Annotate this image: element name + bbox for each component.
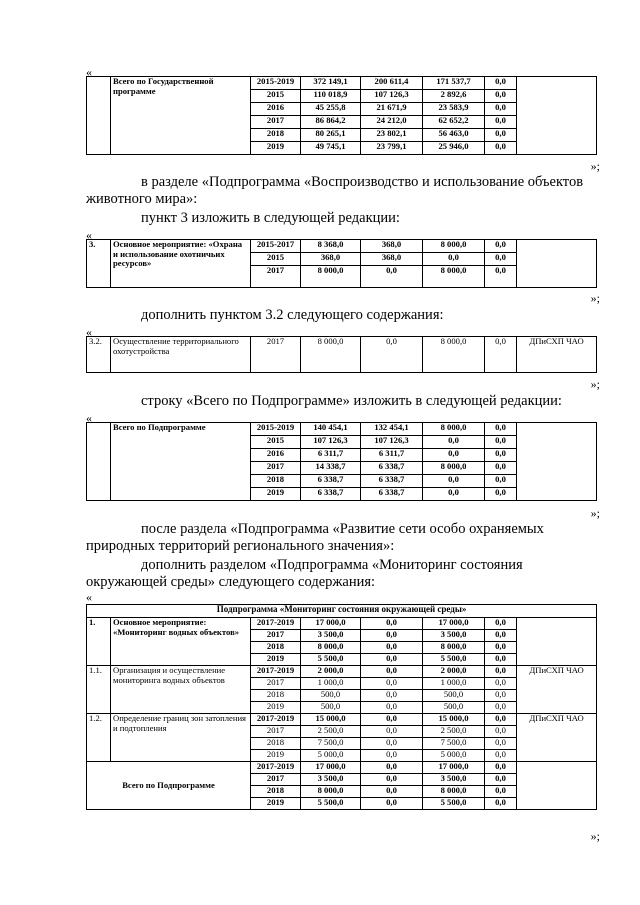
subprogram-title: Подпрограмма «Мониторинг состояния окружающей среды»	[87, 605, 597, 618]
exec-cell	[517, 762, 597, 810]
quote-open: «	[86, 411, 92, 425]
exec-cell: ДПиСХП ЧАО	[517, 666, 597, 714]
value-cell: 0,0	[485, 129, 517, 142]
value-cell: 5 500,0	[423, 798, 485, 810]
value-cell: 8 000,0	[423, 423, 485, 436]
table-monitoring-subprogram	[86, 604, 597, 810]
value-cell: 0,0	[485, 642, 517, 654]
value-cell: 132 454,1	[361, 423, 423, 436]
quote-open: «	[86, 325, 92, 339]
year-cell: 2019	[251, 142, 301, 155]
value-cell: 2 000,0	[423, 666, 485, 678]
value-cell: 0,0	[485, 654, 517, 666]
year-cell: 2016	[251, 103, 301, 116]
year-cell: 2018	[251, 786, 301, 798]
value-cell: 6 338,7	[361, 488, 423, 501]
year-cell: 2015-2017	[251, 240, 301, 253]
value-cell: 0,0	[361, 786, 423, 798]
table-title-row	[87, 605, 597, 618]
value-cell: 0,0	[485, 240, 517, 253]
paragraph: в разделе «Подпрограмма «Воспроизводство и использование объектов	[141, 174, 584, 190]
value-cell: 0,0	[485, 678, 517, 690]
year-cell: 2017-2019	[251, 666, 301, 678]
year-cell: 2015	[251, 253, 301, 266]
value-cell: 0,0	[361, 702, 423, 714]
value-cell: 0,0	[423, 475, 485, 488]
value-cell: 5 000,0	[301, 750, 361, 762]
value-cell: 0,0	[485, 762, 517, 774]
value-cell: 6 338,7	[301, 475, 361, 488]
value-cell: 0,0	[485, 726, 517, 738]
value-cell: 0,0	[485, 798, 517, 810]
table-row	[87, 714, 597, 726]
value-cell: 0,0	[485, 786, 517, 798]
year-cell: 2017	[251, 774, 301, 786]
value-cell: 0,0	[485, 618, 517, 630]
year-cell: 2018	[251, 129, 301, 142]
value-cell: 0,0	[485, 750, 517, 762]
value-cell: 0,0	[485, 90, 517, 103]
quote-open: «	[86, 228, 92, 242]
table-row	[87, 666, 597, 678]
table-row	[87, 240, 597, 253]
value-cell: 6 311,7	[361, 449, 423, 462]
value-cell: 6 311,7	[301, 449, 361, 462]
value-cell: 2 500,0	[301, 726, 361, 738]
value-cell: 0,0	[485, 666, 517, 678]
num-cell: 1.2.	[87, 714, 111, 762]
exec-cell	[517, 240, 597, 288]
year-cell: 2017	[251, 726, 301, 738]
value-cell: 8 000,0	[423, 266, 485, 288]
value-cell: 7 500,0	[301, 738, 361, 750]
row-label: Всего по Подпрограмме	[111, 423, 251, 501]
year-cell: 2019	[251, 798, 301, 810]
value-cell: 45 255,8	[301, 103, 361, 116]
value-cell: 15 000,0	[423, 714, 485, 726]
table-subprogram-total	[86, 422, 597, 501]
value-cell: 0,0	[485, 774, 517, 786]
year-cell: 2016	[251, 449, 301, 462]
value-cell: 8 368,0	[301, 240, 361, 253]
table-row	[87, 618, 597, 630]
year-cell: 2017	[251, 337, 301, 373]
paragraph: строку «Всего по Подпрограмме» изложить в следующей редакции:	[141, 393, 562, 409]
value-cell: 0,0	[361, 738, 423, 750]
value-cell: 0,0	[361, 666, 423, 678]
value-cell: 140 454,1	[301, 423, 361, 436]
value-cell: 0,0	[485, 449, 517, 462]
value-cell: 110 018,9	[301, 90, 361, 103]
value-cell: 0,0	[485, 690, 517, 702]
table-item-3	[86, 239, 597, 288]
value-cell: 1 000,0	[301, 678, 361, 690]
value-cell: 17 000,0	[301, 618, 361, 630]
value-cell: 56 463,0	[423, 129, 485, 142]
value-cell: 62 652,2	[423, 116, 485, 129]
exec-cell: ДПиСХП ЧАО	[517, 337, 597, 373]
year-cell: 2018	[251, 738, 301, 750]
year-cell: 2017	[251, 266, 301, 288]
year-cell: 2015	[251, 90, 301, 103]
year-cell: 2015-2019	[251, 77, 301, 90]
value-cell: 23 799,1	[361, 142, 423, 155]
value-cell: 0,0	[361, 726, 423, 738]
value-cell: 0,0	[485, 436, 517, 449]
num-cell: 3.2.	[87, 337, 111, 373]
value-cell: 3 500,0	[301, 630, 361, 642]
value-cell: 8 000,0	[423, 786, 485, 798]
value-cell: 21 671,9	[361, 103, 423, 116]
value-cell: 8 000,0	[423, 240, 485, 253]
value-cell: 0,0	[361, 630, 423, 642]
value-cell: 0,0	[485, 142, 517, 155]
value-cell: 3 500,0	[423, 774, 485, 786]
year-cell: 2018	[251, 475, 301, 488]
value-cell: 23 583,9	[423, 103, 485, 116]
value-cell: 24 212,0	[361, 116, 423, 129]
value-cell: 2 892,6	[423, 90, 485, 103]
value-cell: 5 500,0	[423, 654, 485, 666]
num-cell: 1.1.	[87, 666, 111, 714]
row-label: Организация и осуществление мониторинга водных объектов	[111, 666, 251, 714]
exec-cell	[517, 618, 597, 666]
year-cell: 2019	[251, 702, 301, 714]
paragraph: пункт 3 изложить в следующей редакции:	[141, 210, 400, 226]
value-cell: 372 149,1	[301, 77, 361, 90]
value-cell: 8 000,0	[423, 462, 485, 475]
row-label: Основное мероприятие: «Охрана и использование охотничьих ресурсов»	[111, 240, 251, 288]
value-cell: 14 338,7	[301, 462, 361, 475]
value-cell: 0,0	[485, 475, 517, 488]
paragraph: окружающей среды» следующего содержания:	[86, 574, 376, 590]
quote-open: «	[86, 590, 92, 604]
value-cell: 17 000,0	[423, 762, 485, 774]
value-cell: 0,0	[361, 266, 423, 288]
year-cell: 2019	[251, 488, 301, 501]
value-cell: 107 126,3	[361, 436, 423, 449]
value-cell: 500,0	[301, 702, 361, 714]
value-cell: 0,0	[423, 436, 485, 449]
year-cell: 2017	[251, 678, 301, 690]
quote-open: «	[86, 65, 92, 79]
exec-cell	[517, 423, 597, 501]
value-cell: 8 000,0	[301, 266, 361, 288]
paragraph: дополнить пунктом 3.2 следующего содержания:	[141, 307, 444, 323]
value-cell: 0,0	[485, 423, 517, 436]
value-cell: 6 338,7	[361, 462, 423, 475]
row-label: Всего по Государственной программе	[111, 77, 251, 155]
value-cell: 171 537,7	[423, 77, 485, 90]
paragraph: животного мира»:	[86, 191, 198, 207]
num-cell	[87, 77, 111, 155]
row-label: Основное мероприятие: «Мониторинг водных объектов»	[111, 618, 251, 666]
table-row	[87, 762, 597, 774]
value-cell: 0,0	[361, 714, 423, 726]
value-cell: 0,0	[361, 762, 423, 774]
year-cell: 2018	[251, 690, 301, 702]
value-cell: 500,0	[301, 690, 361, 702]
num-cell: 3.	[87, 240, 111, 288]
value-cell: 107 126,3	[301, 436, 361, 449]
value-cell: 17 000,0	[423, 618, 485, 630]
value-cell: 0,0	[485, 77, 517, 90]
value-cell: 368,0	[301, 253, 361, 266]
value-cell: 0,0	[485, 488, 517, 501]
paragraph: дополнить разделом «Подпрограмма «Мониторинг состояния	[141, 557, 523, 573]
value-cell: 2 500,0	[423, 726, 485, 738]
exec-cell	[517, 77, 597, 155]
value-cell: 0,0	[485, 116, 517, 129]
value-cell: 5 500,0	[301, 798, 361, 810]
value-cell: 23 802,1	[361, 129, 423, 142]
value-cell: 5 500,0	[301, 654, 361, 666]
value-cell: 368,0	[361, 253, 423, 266]
year-cell: 2017-2019	[251, 762, 301, 774]
value-cell: 0,0	[485, 630, 517, 642]
value-cell: 0,0	[361, 798, 423, 810]
value-cell: 0,0	[485, 738, 517, 750]
row-label: Всего по Подпрограмме	[87, 762, 251, 810]
row-label: Определение границ зон затопления и подтопления	[111, 714, 251, 762]
value-cell: 0,0	[423, 253, 485, 266]
value-cell: 17 000,0	[301, 762, 361, 774]
value-cell: 0,0	[423, 488, 485, 501]
value-cell: 368,0	[361, 240, 423, 253]
value-cell: 8 000,0	[423, 642, 485, 654]
value-cell: 86 864,2	[301, 116, 361, 129]
value-cell: 0,0	[361, 337, 423, 373]
year-cell: 2018	[251, 642, 301, 654]
value-cell: 0,0	[361, 678, 423, 690]
paragraph: природных территорий регионального значения»:	[86, 538, 395, 554]
value-cell: 0,0	[485, 702, 517, 714]
value-cell: 6 338,7	[301, 488, 361, 501]
year-cell: 2017	[251, 630, 301, 642]
year-cell: 2017	[251, 116, 301, 129]
value-cell: 5 000,0	[423, 750, 485, 762]
value-cell: 0,0	[485, 103, 517, 116]
paragraph: после раздела «Подпрограмма «Развитие сети особо охраняемых	[141, 521, 544, 537]
value-cell: 0,0	[361, 618, 423, 630]
quote-close: »;	[590, 159, 600, 173]
value-cell: 200 611,4	[361, 77, 423, 90]
value-cell: 80 265,1	[301, 129, 361, 142]
value-cell: 0,0	[485, 462, 517, 475]
value-cell: 500,0	[423, 702, 485, 714]
table-state-program-total	[86, 76, 597, 155]
year-cell: 2019	[251, 750, 301, 762]
year-cell: 2019	[251, 654, 301, 666]
quote-close: »;	[590, 829, 600, 843]
value-cell: 0,0	[361, 750, 423, 762]
value-cell: 3 500,0	[301, 774, 361, 786]
value-cell: 49 745,1	[301, 142, 361, 155]
value-cell: 0,0	[485, 266, 517, 288]
year-cell: 2017	[251, 462, 301, 475]
value-cell: 0,0	[361, 654, 423, 666]
value-cell: 3 500,0	[423, 630, 485, 642]
num-cell	[87, 423, 111, 501]
value-cell: 2 000,0	[301, 666, 361, 678]
table-row	[87, 77, 597, 90]
quote-close: »;	[590, 291, 600, 305]
value-cell: 1 000,0	[423, 678, 485, 690]
year-cell: 2017-2019	[251, 618, 301, 630]
value-cell: 25 946,0	[423, 142, 485, 155]
value-cell: 6 338,7	[361, 475, 423, 488]
value-cell: 8 000,0	[301, 642, 361, 654]
value-cell: 0,0	[485, 714, 517, 726]
num-cell: 1.	[87, 618, 111, 666]
value-cell: 107 126,3	[361, 90, 423, 103]
value-cell: 15 000,0	[301, 714, 361, 726]
value-cell: 0,0	[361, 774, 423, 786]
exec-cell: ДПиСХП ЧАО	[517, 714, 597, 762]
value-cell: 7 500,0	[423, 738, 485, 750]
value-cell: 500,0	[423, 690, 485, 702]
year-cell: 2017-2019	[251, 714, 301, 726]
year-cell: 2015-2019	[251, 423, 301, 436]
table-row	[87, 337, 597, 373]
value-cell: 0,0	[423, 449, 485, 462]
value-cell: 0,0	[485, 337, 517, 373]
year-cell: 2015	[251, 436, 301, 449]
row-label: Осуществление территориального охотустройства	[111, 337, 251, 373]
table-row	[87, 423, 597, 436]
quote-close: »;	[590, 506, 600, 520]
value-cell: 0,0	[361, 690, 423, 702]
value-cell: 0,0	[361, 642, 423, 654]
table-item-3-2	[86, 336, 597, 373]
quote-close: »;	[590, 377, 600, 391]
value-cell: 8 000,0	[423, 337, 485, 373]
value-cell: 8 000,0	[301, 337, 361, 373]
value-cell: 8 000,0	[301, 786, 361, 798]
value-cell: 0,0	[485, 253, 517, 266]
